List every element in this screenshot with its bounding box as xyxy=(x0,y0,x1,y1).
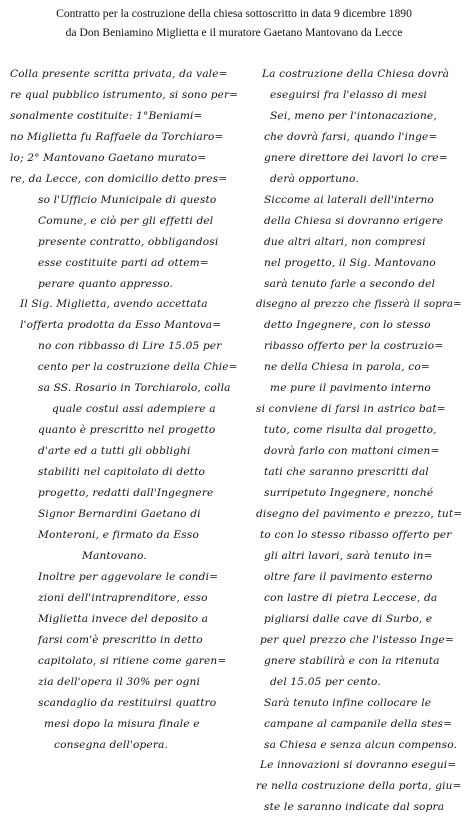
manuscript-line: re nella costruzione della porta, giu= xyxy=(256,780,462,793)
left-text-column xyxy=(10,64,238,755)
manuscript-line: ribasso offerto per la costruzio= xyxy=(264,340,444,353)
manuscript-line: progetto, redatti dall'Ingegnere xyxy=(38,487,214,500)
manuscript-line: stabiliti nel capitolato di detto xyxy=(38,466,206,479)
manuscript-line: presente contratto, obbligandosi xyxy=(38,235,219,248)
manuscript-line: derà opportuno. xyxy=(270,172,359,185)
manuscript-line: due altri altari, non compresi xyxy=(264,235,426,248)
manuscript-line: gli altri lavori, sarà tenuto in= xyxy=(264,549,433,562)
manuscript-line: che dovrà farsi, quando l'inge= xyxy=(264,130,438,143)
manuscript-line: surripetuto Ingegnere, nonché xyxy=(264,487,434,500)
manuscript-line: farsi com'è prescritto in detto xyxy=(38,633,203,646)
manuscript-line: zia dell'opera il 30% per ogni xyxy=(38,675,200,688)
manuscript-line: Siccome ai laterali dell'interno xyxy=(264,193,434,206)
manuscript-line: dovrà farlo con mattoni cimen= xyxy=(264,445,440,458)
manuscript-line: to con lo stesso ribasso offerto per xyxy=(260,528,452,541)
manuscript-line: con lastre di pietra Leccese, da xyxy=(264,591,438,604)
manuscript-line: pigliarsi dalle cave di Surbo, e xyxy=(264,612,433,625)
manuscript-line: consegna dell'opera. xyxy=(54,738,169,751)
manuscript-line: Colla presente scritta privata, da vale= xyxy=(10,68,228,80)
manuscript-line: gnere direttore dei lavori lo cre= xyxy=(264,151,448,164)
manuscript-line: si conviene di farsi in astrico bat= xyxy=(256,403,446,416)
manuscript-line: sonalmente costituite: 1°Beniami= xyxy=(10,109,203,122)
header-line-1: Contratto per la costruzione della chiesa sottoscritto in data 9 dicembre 1890 xyxy=(56,7,412,20)
manuscript-line: l'offerta prodotta da Esso Mantova= xyxy=(20,319,222,332)
manuscript-line: zioni dell'intraprenditore, esso xyxy=(38,591,208,604)
manuscript-line: me pure il pavimento interno xyxy=(270,382,431,395)
manuscript-line: Il Sig. Miglietta, avendo accettata xyxy=(20,298,208,311)
manuscript-line: nel progetto, il Sig. Mantovano xyxy=(264,256,436,269)
manuscript-line: quale costui assi adempiere a xyxy=(52,403,216,416)
manuscript-line: disegno al prezzo che fisserà il sopra= xyxy=(256,298,462,311)
manuscript-line: re qual pubblico istrumento, si sono per= xyxy=(10,88,239,101)
manuscript-line: Sei, meno per l'intonacazione, xyxy=(270,109,437,122)
manuscript-line: Le innovazioni si dovranno esegui= xyxy=(260,759,457,772)
manuscript-line: Mantovano. xyxy=(82,549,147,562)
manuscript-line: re, da Lecce, con domicilio detto pres= xyxy=(10,172,228,185)
manuscript-line: ne della Chiesa in parola, co= xyxy=(264,361,430,374)
right-text-column xyxy=(256,64,462,818)
manuscript-line: La costruzione della Chiesa dovrà xyxy=(262,68,450,80)
manuscript-line: Signor Bernardini Gaetano di xyxy=(38,508,201,521)
manuscript-line: tuto, come risulta dal progetto, xyxy=(264,424,437,437)
manuscript-line: gnere stabilirà e con la ritenuta xyxy=(264,654,440,667)
manuscript-line: no Miglietta fu Raffaele da Torchiaro= xyxy=(10,130,224,143)
manuscript-line: perare quanto appresso. xyxy=(38,277,173,290)
manuscript-line: Monteroni, e firmato da Esso xyxy=(38,528,199,541)
manuscript-line: detto Ingegnere, con lo stesso xyxy=(264,319,431,332)
manuscript-line: della Chiesa si dovranno erigere xyxy=(264,214,444,227)
manuscript-line: mesi dopo la misura finale e xyxy=(44,717,200,730)
manuscript-line: eseguirsi fra l'elasso di mesi xyxy=(270,88,427,101)
manuscript-line: sa Chiesa e senza alcun compenso. xyxy=(264,738,458,751)
manuscript-line: del 15.05 per cento. xyxy=(270,675,381,688)
header-line-2: da Don Beniamino Miglietta e il muratore Gaetano Mantovano da Lecce xyxy=(65,26,403,39)
manuscript-line: disegno del pavimento e prezzo, tut= xyxy=(256,508,463,521)
manuscript-line: lo; 2° Mantovano Gaetano murato= xyxy=(10,151,207,164)
manuscript-line: capitolato, si ritiene come garen= xyxy=(38,654,227,667)
manuscript-line: Miglietta invece del deposito a xyxy=(38,612,209,625)
manuscript-line: quanto è prescritto nel progetto xyxy=(38,424,216,437)
manuscript-line: per quel prezzo che l'istesso Inge= xyxy=(260,633,454,646)
manuscript-line: d'arte ed a tutti gli obblighi xyxy=(38,445,191,458)
manuscript-line: sa SS. Rosario in Torchiarolo, colla xyxy=(38,382,231,395)
manuscript-line: so l'Ufficio Municipale di questo xyxy=(38,193,217,206)
manuscript-line: Inoltre per aggevolare le condi= xyxy=(38,570,219,583)
manuscript-line: esse costituite parti ad ottem= xyxy=(38,256,209,269)
manuscript-line: ste le saranno indicate dal sopra xyxy=(264,801,445,814)
manuscript-line: Sarà tenuto infine collocare le xyxy=(264,696,432,709)
manuscript-line: sarà tenuto farle a secondo del xyxy=(264,277,436,290)
manuscript-line: no con ribbasso di Lire 15.05 per xyxy=(38,340,222,353)
manuscript-line: oltre fare il pavimento esterno xyxy=(264,570,433,583)
manuscript-line: tati che saranno prescritti dal xyxy=(264,466,429,479)
manuscript-line: cento per la costruzione della Chie= xyxy=(37,361,238,374)
document-header xyxy=(0,4,468,42)
manuscript-line: scandaglio da restituirsi quattro xyxy=(38,696,217,709)
manuscript-line: Comune, e ciò per gli effetti del xyxy=(38,214,214,227)
manuscript-line: campane al campanile della stes= xyxy=(264,717,453,730)
